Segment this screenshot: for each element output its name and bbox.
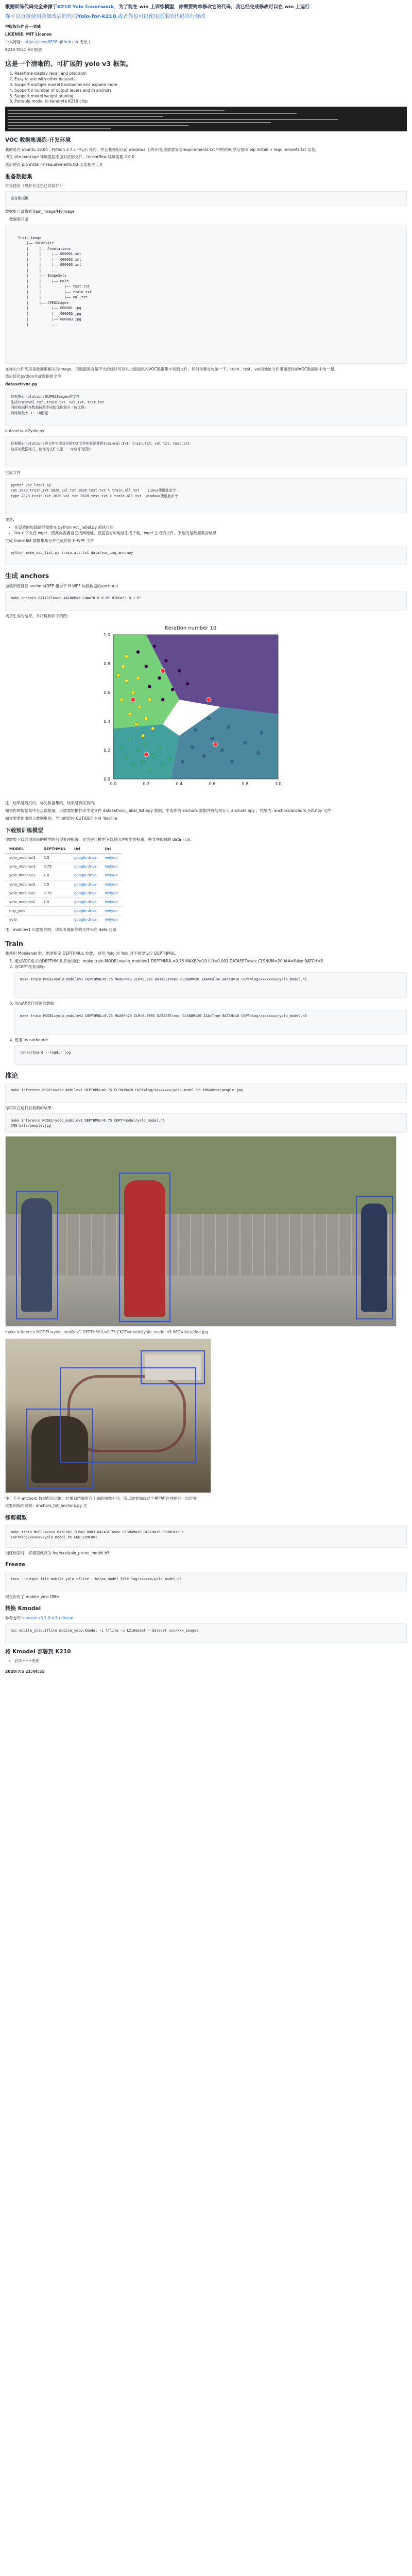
scatter-point [178, 669, 181, 672]
scatter-point [151, 754, 154, 757]
model-name-cell: yolo_mobilev2 [5, 889, 40, 897]
y-tick-label: 1.0 [104, 633, 110, 638]
env-note: 请在 site-package 环境里面添加对应的文件，tensorflow 环境需要 2.0.0 [5, 155, 134, 160]
tip-item: • linux 下支持 wget，因此你需要自己找到地址，根据官方的地址生成下载，wget 生成的文件，下载的是数据集合路径 [14, 531, 407, 536]
subnotice-prefix: 你可以直接使用我修改后的代码 [5, 13, 77, 20]
header-model: MODEL [5, 845, 40, 854]
infer-note: 你可以在运行后看到的结果: [5, 1105, 53, 1110]
depthmul-cell [40, 916, 70, 924]
google-drive-link[interactable]: google drive [70, 889, 101, 897]
table-row [5, 907, 122, 916]
y-tick-label: 0.8 [104, 662, 110, 667]
y-tick-label: 0.0 [104, 777, 110, 782]
scatter-point [136, 651, 140, 654]
x-tick-label: 0.0 [110, 782, 117, 787]
scatter-point [158, 676, 161, 680]
scatter-point [161, 698, 164, 701]
scatter-point [145, 743, 148, 746]
table-header-row [5, 845, 122, 854]
env-heading: VOC 数据集训练-开发环境 [5, 137, 71, 144]
y-tick-label: 0.6 [104, 690, 110, 696]
scatter-point [128, 737, 131, 740]
scatter-point [220, 749, 224, 752]
chart-title: Iteration number 10 [164, 625, 217, 632]
split-script: dataset/voc2yolo.py [5, 429, 44, 434]
detection-box [119, 1173, 170, 1322]
scatter-point [120, 745, 123, 749]
env-check: 然后使用 pip install -r requirements.txt 安装相关工具 [5, 162, 103, 167]
models-note: 注：mobilev1 只需要你的，请参考确保你的文件夹在 data 目录 [5, 927, 117, 933]
depthmul-cell [40, 907, 70, 916]
convert-heading: 转换 Kmodel [5, 1605, 41, 1612]
model-name-cell: yolo_mobilev1 [5, 862, 40, 871]
scatter-point [168, 757, 171, 760]
depthmul-cell: 0.5 [40, 854, 70, 862]
split-code-block-2: 仅根据annotations的文件生成对应的txt文件先检测要把trainval.txt、train.txt、val.txt、test.txt 这样的数据格式，使你的文件夹是一一对应好的图片 [5, 436, 407, 467]
tips-list [5, 525, 407, 536]
depthmul-cell: 0.5 [40, 880, 70, 889]
anchor-note-3: 如果要要使用较大数据集的，导出的值将 CUT/DEF 生成 YoloFile [5, 816, 117, 821]
scatter-point [148, 685, 151, 688]
google-drive-link[interactable]: google drive [70, 907, 101, 916]
depthmul-cell: 1.0 [40, 897, 70, 906]
scatter-point [145, 665, 148, 668]
prep-code-block: 准备数据集 [5, 191, 407, 206]
scatter-point [211, 737, 214, 740]
feature-item: 3. Support multiple model backbones and expand more [14, 82, 407, 88]
freeze-heading: Freeze [5, 1562, 26, 1568]
publish-date: 2020/7/5 21:44:55 [5, 1669, 45, 1674]
weiyun-link[interactable]: weiyun [101, 854, 122, 862]
scatter-point [186, 682, 189, 685]
detection-image-dog [5, 1338, 211, 1493]
tree-code-block: Train_Image |—— VOCdevkit | |—— Annotations | | |—— 000001.xml | | |—— 000002.xml | | |—— 000003.xml | | ... | |—— ImageSets | | |—— Main | | |—— test.txt | | |—— train.txt | | |—— val.txt | |—— JPEGImages | |—— 000001.jpg | |—— 000002.jpg | |—— 000003.jpg | ... [5, 225, 407, 364]
anchor-heading: 生成 anchors [5, 572, 49, 580]
google-drive-link[interactable]: google drive [70, 854, 101, 862]
subnotice-link[interactable]: Yolo-for-k210 [77, 13, 116, 20]
model-name-cell: yolo_mobilev2 [5, 897, 40, 906]
scatter-point [128, 713, 131, 716]
freeze-note: 现在你有了 mobile_yolo.tflite [5, 1594, 59, 1599]
train-code-2: make train MODEL=yolo_mobilev1 DEPTHMUL=0.75 MAXEP=20 ILR=0.0005 DATASET=voc CLSNUM=20 IAA=True BATCH=16 CKPT=log/xxxxxxxx/yolo_model.h5 [14, 1009, 407, 1035]
freeze-code-block: toco --output_file mobile_yolo.tflite --keras_model_file log/xxxxxx/yolo_model.h5 [5, 1572, 407, 1591]
scatter-point [148, 698, 151, 701]
model-name-cell: yolo_mobilev1 [5, 871, 40, 880]
detection-box [141, 1350, 205, 1384]
scatter-point [244, 741, 247, 744]
deploy-heading: 将 Kmodel 部署到 K210 [5, 1648, 71, 1655]
scatter-point [260, 731, 263, 734]
image-note: 注：若平 anchors 数据所总比例，结果到结果所有上面的图像不同，所以需要加载这个模型所在你的的一组位置。 [5, 1496, 201, 1501]
x-tick-label: 0.4 [176, 782, 183, 787]
anchor-note-2: 如果你的数据集中心点数据量，只需要根据样本生成文件 dataset/voc_label_list.npy 数据，生成你的 anchors 数据并将结果存入 anchors.npy ，结果为: anchors/anchors_list.npy 文件 [5, 808, 331, 814]
y-tick-label: 0.2 [104, 748, 110, 753]
x-tick-label: 1.0 [274, 782, 282, 787]
deploy-item: • 后续+++更新 [14, 1658, 407, 1664]
header-url-2: Url [101, 845, 122, 854]
google-drive-link[interactable]: google drive [70, 862, 101, 871]
train-code-3: tensorboard --logdir log [14, 1045, 407, 1065]
split-file: dataset/voc.py [5, 382, 38, 387]
scatter-point [158, 745, 161, 749]
header-depthmul: DEPTHMUL [40, 845, 70, 854]
train-steps [5, 959, 407, 970]
download-desc: 你需要下载的预训练的模型的前预处理配置，是为够让模型下载利用对模型的权重，把文件传输的 data 目录。 [5, 837, 194, 842]
tree-note: 在你的文件夹里是数据集相关的Image，但数据集合是不大的建议可以从上面提供的VOC数据集中找到文件，同时你要在电脑一下、train、test、val的地址文件里面把你的VOC数据集中的一起。 [5, 366, 338, 371]
feature-item: 2. Easy to use with other datasets [14, 77, 407, 82]
prune-code-block: make train MODEL=xxxx MAXEP=1 ILR=0.0003 DATASET=voc CLSNUM=20 BATCH=16 PRUNE=True CKPT=log/xxxxxx/yolo_model.h5 END_EPOCH=1 [5, 1525, 407, 1548]
models-table [5, 845, 122, 924]
google-drive-link[interactable]: google drive [70, 871, 101, 880]
scatter-point [136, 676, 140, 680]
prep-desc: 首先使用（最好在这里已经装好）： [5, 183, 65, 189]
image-caption: make inference MODEL=yolo_mobilev1 DEPTHMUL=0.75 CKPT=model/yolo_model.h5 IMG=data/dog.jpg [5, 1329, 208, 1334]
split-code-block: 仅根据annotations和JPEGImages的文件 生成trainval.txt、train.txt、val.txt、test.txt 同时根据样本数据按照不同的比例划分（按比例） 训练集最少 1: 10配置 [5, 389, 407, 426]
download-heading: 下载预训练模型 [5, 827, 43, 834]
scatter-point [122, 665, 125, 668]
notice-prefix: 根据训练代码完全来源于 [5, 4, 58, 10]
scatter-point [125, 756, 128, 759]
feature-list [5, 71, 407, 105]
scatter-point [125, 655, 128, 658]
convert-desc [5, 1616, 407, 1621]
centroid-marker [131, 698, 135, 702]
detection-box [356, 1196, 393, 1319]
image-note-2: 重要训练的时候：anchors_txt_anchors.py 文 [5, 1503, 87, 1509]
centroid-marker [161, 669, 165, 673]
table-row [5, 871, 122, 880]
anchor-desc: 加载训练目标 anchors(DEF 相当于 H-WPF 加载数据的anchors) [5, 583, 118, 588]
scatter-point [141, 760, 144, 763]
scatter-point [148, 769, 151, 772]
train-step: 2. 用CKPT检查训练： [14, 964, 407, 970]
scatter-point [194, 728, 197, 732]
scatter-point [125, 680, 128, 683]
x-tick-label: 0.6 [209, 782, 216, 787]
feature-item: 4. Support n number of output layers and m anchors [14, 88, 407, 94]
train-steps-3 [5, 1038, 407, 1043]
weiyun-link[interactable]: weiyun [101, 880, 122, 889]
homepage-line [5, 40, 407, 45]
scatter-point [138, 705, 141, 708]
weiyun-link[interactable]: weiyun [101, 907, 122, 916]
weiyun-link[interactable]: weiyun [101, 897, 122, 906]
table-row [5, 897, 122, 906]
table-row [5, 916, 122, 924]
google-drive-link[interactable]: google drive [70, 897, 101, 906]
centroid-marker [213, 742, 218, 747]
scatter-point [145, 717, 148, 720]
train-code-1: make train MODEL=yolo_mobilev1 DEPTHMUL=0.75 MAXEP=10 ILR=0.001 DATASET=voc CLSNUM=20 IAA=False BATCH=16 CKPT=log/xxxxxxxx/yolo_model.h5 [14, 972, 407, 998]
intro-heading: 这是一个清晰的、可扩展的 yolo v3 框架。 [5, 59, 133, 67]
infer-heading: 推论 [5, 1071, 19, 1079]
scatter-point [256, 752, 260, 755]
weiyun-link[interactable]: weiyun [101, 889, 122, 897]
table-row [5, 862, 122, 871]
infer-code-block-2: make inference MODEL=yolo_mobilev1 DEPTHMUL=0.75 CKPT=model/yolo_model.h5 IMG=data/people.jpg [5, 1113, 407, 1133]
sub-notice [5, 13, 407, 21]
train-desc: 我使用 Mobilenet 时，需要指定 DEPTHMUL 参数， 使用 Yolo 的 Yolo 时不需要设定 DEPTHMUL [5, 951, 176, 956]
terminal-screenshot [5, 107, 407, 131]
depthmul-cell: 1.0 [40, 871, 70, 880]
origin-line: 中版权归作者---刘威 [5, 24, 41, 29]
weiyun-link[interactable]: weiyun [101, 871, 122, 880]
anchor-chart [93, 622, 288, 798]
scatter-point [181, 760, 184, 763]
makelist-desc: 生成 make list 数据集路径并生成你的 H-WPF 文件 [5, 538, 94, 543]
scatter-point [164, 659, 167, 662]
scatter-point [131, 691, 134, 694]
table-row [5, 880, 122, 889]
scatter-point [207, 717, 210, 720]
centroid-marker [207, 698, 211, 702]
scatter-point [161, 763, 164, 766]
table-row [5, 889, 122, 897]
model-name-cell: yolo_mobilev2 [5, 880, 40, 889]
anchor-code-block: make anchors DATASET=voc ANCNUM=3 LOW="0.0 0.0" HIGH="1.0 1.0" [5, 591, 407, 611]
use-title: 生成文件 [5, 470, 21, 476]
cluster-region [171, 707, 278, 779]
model-name-cell: yolo [5, 916, 40, 924]
notice-suffix: ，为了能在 win 上训练模型，你需要简单修改它的代码，我已经完成修改可以在 win 上运行 [114, 4, 310, 10]
subnotice-suffix: ,或者你也可以使用原来的代码自行修改 [116, 13, 205, 20]
scatter-point [136, 749, 140, 752]
scatter-point [202, 754, 205, 757]
detection-image-people [5, 1136, 397, 1327]
scatter-point [153, 645, 156, 648]
infer-code-block: make inference MODEL=yolo_mobilev1 DEPTHMUL=0.75 CLSNUM=20 CKPT=log/xxxxxxxx/yolo_model.h5 IMG=data/people.jpg [5, 1083, 407, 1103]
depthmul-cell: 0.75 [40, 862, 70, 871]
train-step: 1. 通过VOC格式的DEPTHMUL开始训练：make train MODEL=yolo_mobilev1 DEPTHMUL=0.75 MAXEP=10 ILR=0.001 DATASET=voc CLSNUM=20 IAA=False BATCH=8 [14, 959, 407, 964]
feature-item: 1. Real-time display recall and precision [14, 71, 407, 77]
homepage-link[interactable]: https://zhen8838.github.io/ [24, 40, 77, 45]
x-tick-label: 0.2 [143, 782, 150, 787]
feature-item: 6. Portable model to kendryte K210 chip [14, 99, 407, 105]
prune-heading: 修剪模型 [5, 1515, 27, 1521]
env-desc: 我的是在 ubuntu 18.04 , Python 3.7.1 中运行我的，并且我使用以前 windows 上的环境,你需要安装requirements.txt 中的依赖 然后按照 pip install -r requirements.txt 安装。 [5, 147, 319, 152]
scatter-point [171, 688, 174, 691]
prune-note: 训练结束时，将模型保存为 log/xxx/yolo_prune_model.h5 [5, 1550, 110, 1555]
notice-link[interactable]: K210 Yolo framework [57, 4, 114, 10]
train-step: 4. 使用 tensorboard： [14, 1038, 407, 1043]
weiyun-link[interactable]: weiyun [101, 862, 122, 871]
top-notice [5, 4, 407, 10]
tree-intro: 数据集目录格式Train_Image/MyImage [5, 209, 75, 214]
yolo-line: K210 YOLO V3 框架 [5, 47, 42, 53]
weiyun-link[interactable]: weiyun [101, 916, 122, 924]
tip-item: • 在设置的加载路径需要在 python voc_label.py 前执行的 [14, 525, 407, 531]
depthmul-cell: 0.75 [40, 889, 70, 897]
scatter-point [191, 745, 194, 749]
scatter-point [141, 734, 144, 737]
train-steps-2 [5, 1001, 407, 1007]
use-code-block: python voc_label.py cat 2020_train.txt 2020_val.txt 2020_test.txt > train.all.txt Linux使用此命令 type 2020_train.txt 2020_val.txt 2020_test.txt > train.all.txt windows使用此命令 [5, 478, 407, 514]
google-drive-link[interactable]: google drive [70, 880, 101, 889]
scatter-point [135, 723, 138, 726]
scatter-point [151, 727, 154, 730]
scatter-point [120, 698, 123, 701]
table-row [5, 854, 122, 862]
anchor-after: 成功生成的结果，并将得到如下的图： [5, 614, 71, 619]
detection-box [16, 1191, 58, 1319]
train-step: 3. 用mAP迭代预测的数据： [14, 1001, 407, 1007]
anchor-chart-svg [93, 622, 288, 798]
convert-desc-prefix: 参考仓库: [5, 1615, 23, 1620]
cluster-region [113, 724, 179, 779]
scatter-point [227, 725, 230, 728]
prep-heading: 准备数据集 [5, 174, 32, 180]
tree-label: 数据集目录 [9, 216, 29, 222]
homepage-after: ( 无效 ) [77, 40, 91, 45]
centroid-marker [144, 752, 149, 757]
scatter-point [230, 760, 233, 763]
google-drive-link[interactable]: google drive [70, 916, 101, 924]
tips-title: 注意: [5, 517, 14, 522]
scatter-point [131, 763, 134, 766]
models-table-body [5, 854, 122, 924]
y-tick-label: 0.4 [104, 719, 110, 724]
header-url: Url [70, 845, 101, 854]
train-heading: Train [5, 940, 23, 948]
homepage-label: 个人博客： [5, 40, 25, 45]
anchor-note-1: 注：结果是随机的，你的数据集的，结果是有区别的。 [5, 801, 98, 806]
wall-bricks [6, 1214, 397, 1276]
building-facade [6, 1137, 397, 1214]
x-tick-label: 0.8 [242, 782, 249, 787]
nncase-link[interactable]: nncase v0.1.0-rc5 release [23, 1615, 73, 1620]
convert-code-block: ncc mobile_yolo.tflite mobile_yolo.kmodel -i tflite -o k210model --dataset xxx/xxx_images [5, 1623, 407, 1643]
license-line: LICENSE: MIT License [5, 32, 52, 37]
scatter-point [116, 673, 119, 676]
deploy-list [5, 1658, 407, 1664]
makelist-code-block: python make_voc_list.py train.all.txt data/voc_img_ann.npy [5, 546, 407, 565]
model-name-cell: yolo_mobilev1 [5, 854, 40, 862]
split-title: 然后使用python生成数据的文件 [5, 374, 61, 379]
feature-item: 5. Support model weight pruning [14, 94, 407, 99]
model-name-cell: tiny_yolo [5, 907, 40, 916]
